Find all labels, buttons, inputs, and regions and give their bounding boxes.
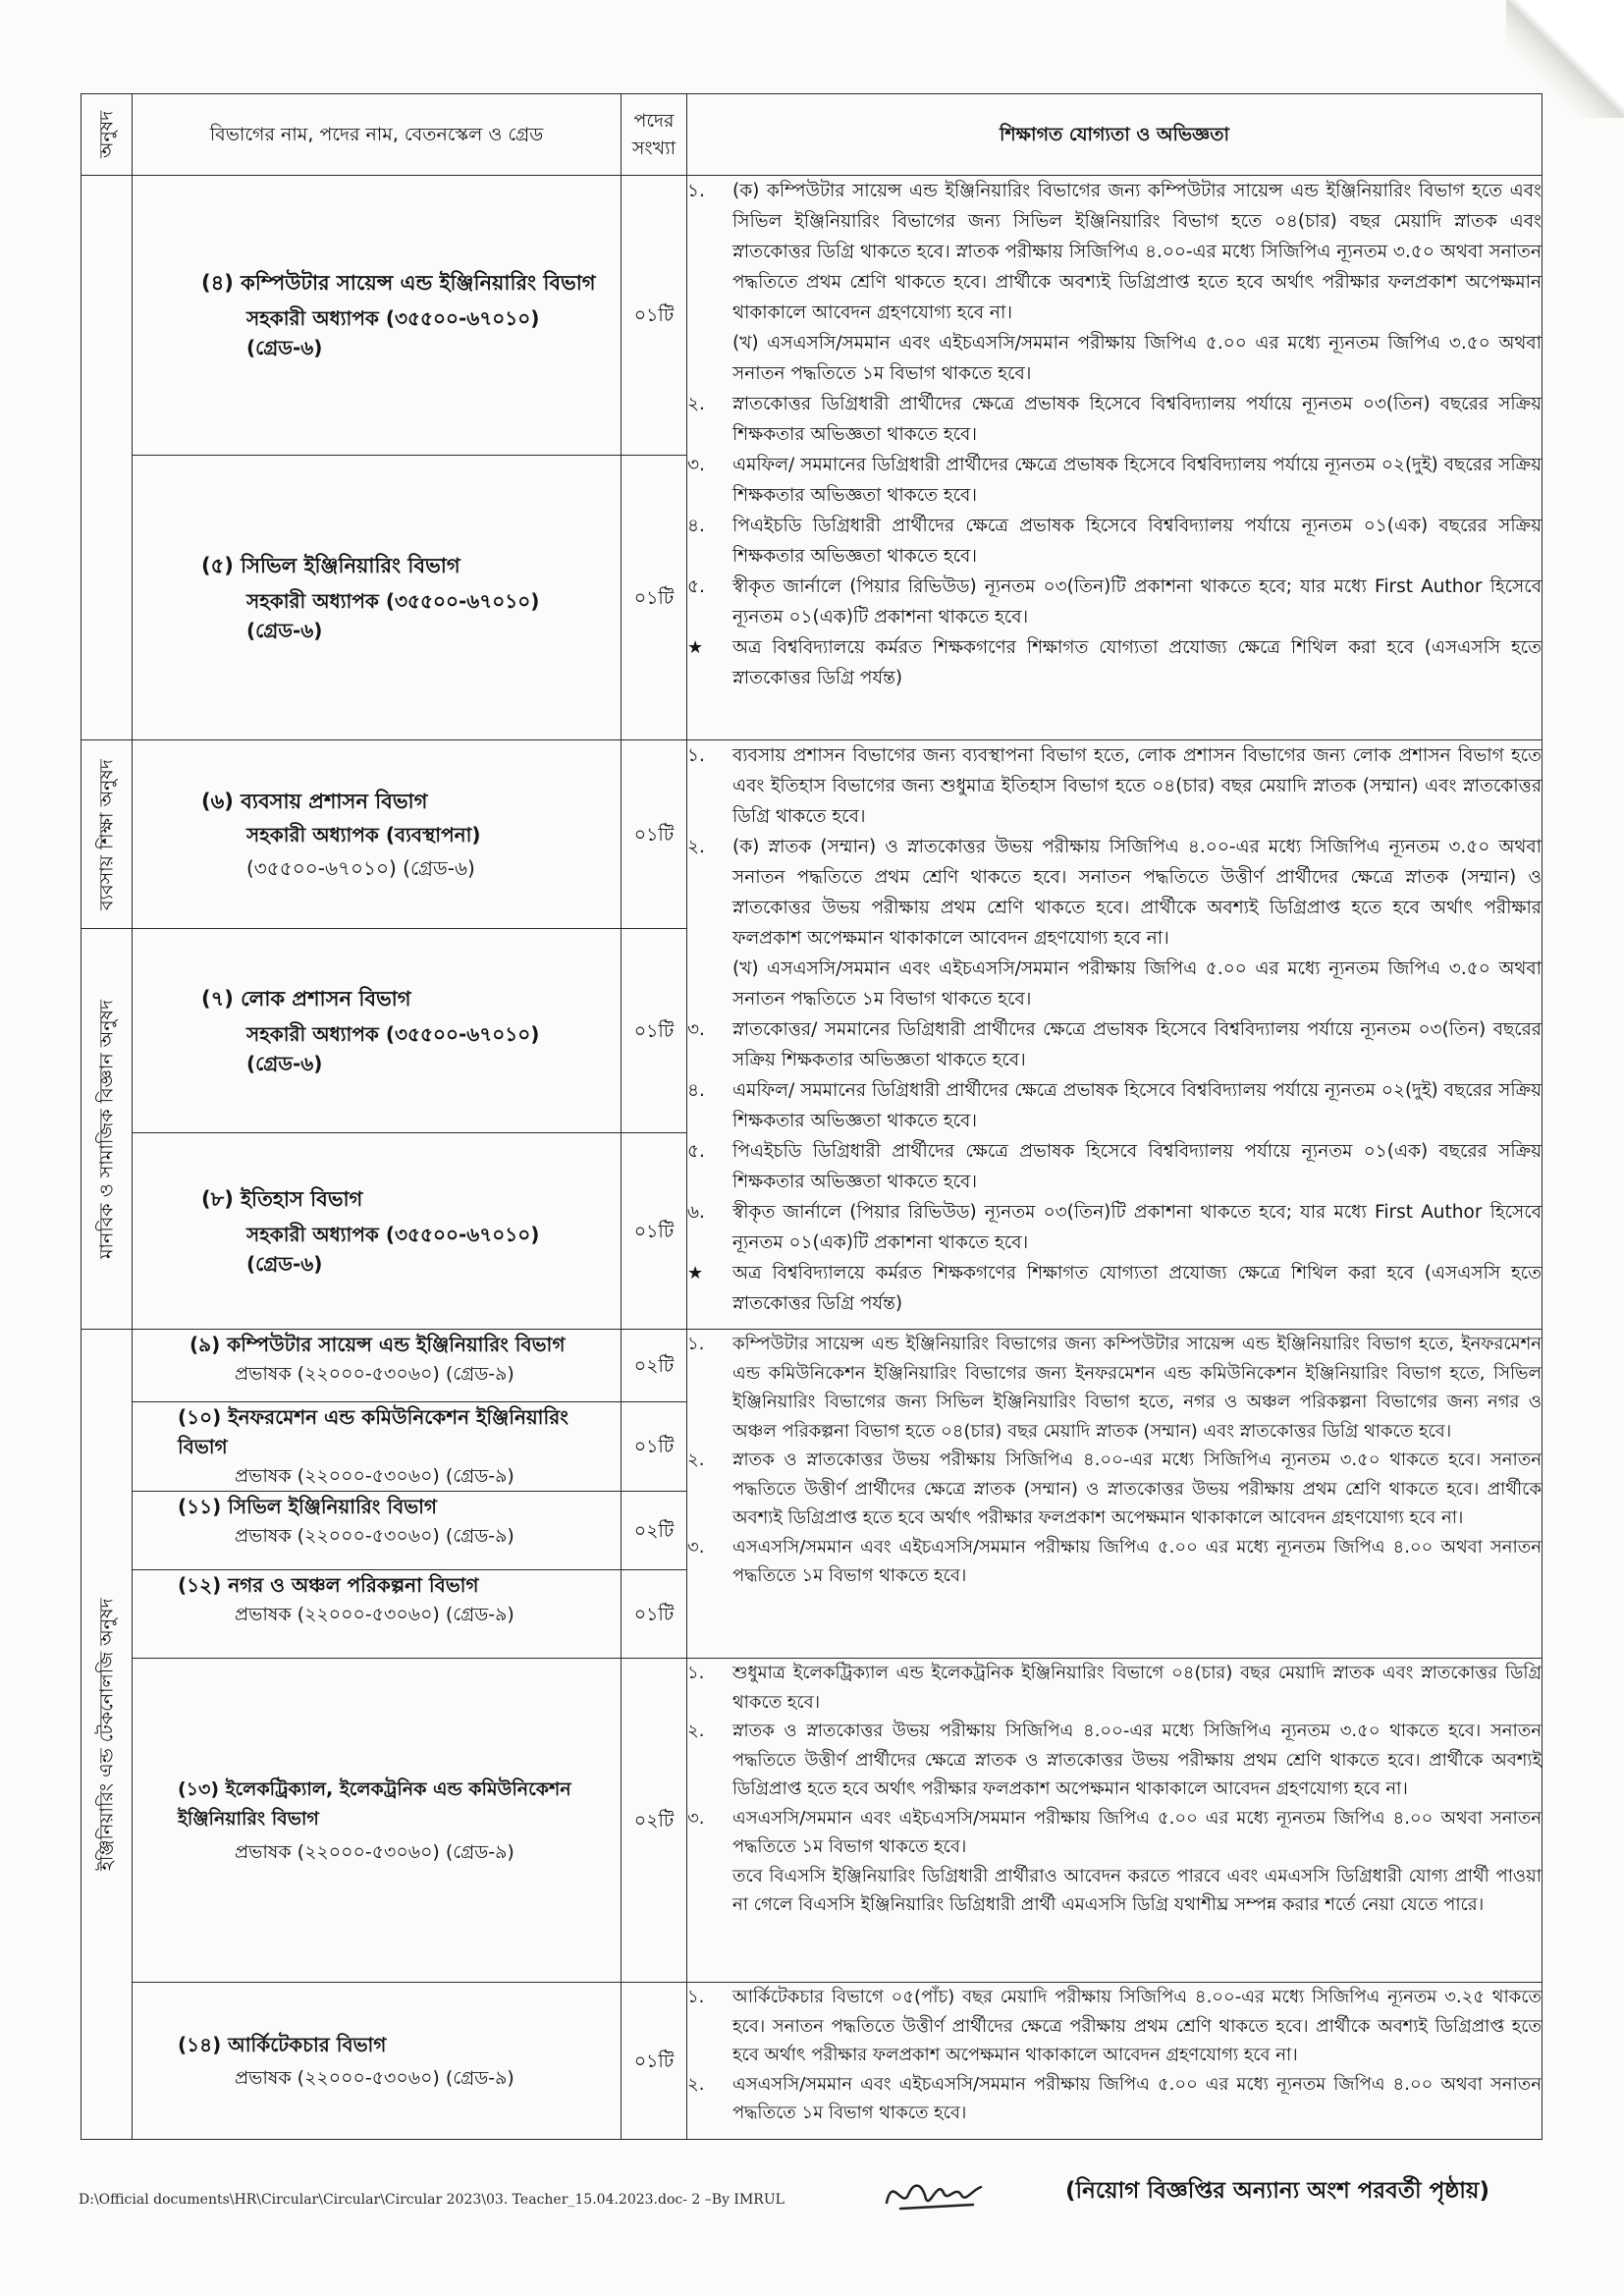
post-cell <box>133 929 622 1133</box>
item-number: ১. <box>687 1663 705 1683</box>
item-number <box>687 328 732 389</box>
qualification-item <box>687 1258 1542 1319</box>
item-text: (খ) এসএসসি/সমমান এবং এইচএসসি/সমমান পরীক্ষায় জিপিএ ৫.০০ এর মধ্যে ন্যূনতম জিপিএ ৩.৫০ অথবা সনাতন পদ্ধতিতে ১ম বিভাগ থাকতে হবে। <box>732 958 1542 1010</box>
item-text: শুধুমাত্র ইলেকট্রিক্যাল এন্ড ইলেকট্রনিক ইঞ্জিনিয়ারিং বিভাগে ০৪(চার) বছর মেয়াদি স্নাতক এবং স্নাতকোত্তর ডিগ্রি থাকতে হবে। <box>732 1663 1542 1713</box>
item-text: পিএইচডি ডিগ্রিধারী প্রার্থীদের ক্ষেত্রে প্রভাষক হিসেবে বিশ্ববিদ্যালয় পর্যায়ে ন্যূনতম ০১(এক) বছরের সক্রিয় শিক্ষকতার অভিজ্ঞতা থাকতে হবে। <box>732 516 1542 567</box>
post-title: (১৪) আর্কিটেকচার বিভাগ <box>178 2032 387 2056</box>
qualification-item <box>687 954 1542 1014</box>
qualification-item <box>687 572 1542 632</box>
post-qty: ০২টি <box>622 1659 687 1983</box>
item-number: ৪. <box>687 516 705 536</box>
post-cell <box>133 1659 622 1983</box>
header-post: বিভাগের নাম, পদের নাম, বেতনস্কেল ও গ্রেড <box>133 94 622 176</box>
post-cell <box>133 740 622 929</box>
item-text: পিএইচডি ডিগ্রিধারী প্রার্থীদের ক্ষেত্রে প্রভাষক হিসেবে বিশ্ববিদ্যালয় পর্যায়ে ন্যূনতম ০১(এক) বছরের সক্রিয় শিক্ষকতার অভিজ্ঞতা থাকতে হবে। <box>732 1141 1542 1192</box>
qualification-item <box>687 1804 1542 1862</box>
item-number: ২. <box>687 394 705 414</box>
post-qty: ০১টি <box>622 176 687 456</box>
qualification-item <box>687 1197 1542 1258</box>
post-cell <box>133 1570 622 1659</box>
post-qty: ০১টি <box>622 1402 687 1492</box>
item-text: স্নাতক ও স্নাতকোত্তর উভয় পরীক্ষায় সিজিপিএ ৪.০০-এর মধ্যে সিজিপিএ ন্যূনতম ৩.৫০ থাকতে হবে। সনাতন পদ্ধতিতে উত্তীর্ণ প্রার্থীদের ক্ষেত্রে স্নাতক ও স্নাতকোত্তর উভয় পরীক্ষায় প্রথম শ্রেণি থাকতে হবে। প্রার্থীকে অবশ্যই ডিগ্রিপ্রাপ্ত হতে হবে অর্থাৎ পরীক্ষার ফলপ্রকাশ অপেক্ষমান থাকাকালে আবেদন গ্রহণযোগ্য হবে না। <box>732 1721 1542 1799</box>
post-salary: প্রভাষক (২২০০০-৫৩০৬০) (গ্রেড-৯) <box>235 1525 514 1547</box>
item-text: স্বীকৃত জার্নালে (পিয়ার রিভিউড) ন্যূনতম ০৩(তিন)টি প্রকাশনা থাকতে হবে; যার মধ্যে First Author হিসেবে ন্যূনতম ০১(এক)টি প্রকাশনা থাকতে হবে। <box>732 1202 1542 1253</box>
qualification-item <box>687 1136 1542 1197</box>
qualification-item <box>687 1330 1542 1446</box>
star-bullet: ★ <box>687 637 704 658</box>
post-salary: প্রভাষক (২২০০০-৫৩০৬০) (গ্রেড-৯) <box>235 2066 514 2089</box>
item-number: ৪. <box>687 1080 705 1101</box>
qualification-item <box>687 511 1542 572</box>
table-row <box>81 1983 1543 2140</box>
item-text: কম্পিউটার সায়েন্স এন্ড ইঞ্জিনিয়ারিং বিভাগের জন্য কম্পিউটার সায়েন্স এন্ড ইঞ্জিনিয়ারিং বিভাগ হতে, ইনফরমেশন এন্ড কমিউনিকেশন ইঞ্জিনিয়ারিং বিভাগের জন্য ইনফরমেশন এন্ড কমিউনিকেশন ইঞ্জিনিয়ারিং বিভাগ হতে, সিভিল ইঞ্জিনিয়ারিং বিভাগের জন্য সিভিল ইঞ্জিনিয়ারিং বিভাগ হতে, নগর ও অঞ্চল পরিকল্পনা বিভাগের জন্য নগর ও অঞ্চল পরিকল্পনা বিভাগ হতে ০৪(চার) বছর মেয়াদি স্নাতক (সম্মান) এবং স্নাতকোত্তর ডিগ্রি থাকতে হবে। <box>732 1334 1542 1442</box>
post-title: (৫) সিভিল ইঞ্জিনিয়ারিং বিভাগ <box>201 553 460 577</box>
qualification-item <box>687 176 1542 328</box>
qualification-item <box>687 328 1542 389</box>
signature-mark <box>879 2165 987 2224</box>
post-qty: ০১টি <box>622 1570 687 1659</box>
faculty-label: মানবিক ও সামাজিক বিজ্ঞান অনুষদ <box>95 999 118 1259</box>
header-qualification: শিক্ষাগত যোগ্যতা ও অভিজ্ঞতা <box>687 94 1543 176</box>
qualification-item <box>687 2070 1542 2128</box>
qualification-cell <box>687 176 1543 740</box>
qualification-item <box>687 1717 1542 1804</box>
item-number: ৩. <box>687 1536 705 1558</box>
item-text: অত্র বিশ্ববিদ্যালয়ে কর্মরত শিক্ষকগণের শিক্ষাগত যোগ্যতা প্রযোজ্য ক্ষেত্রে শিথিল করা হবে (এসএসসি হতে স্নাতকোত্তর ডিগ্রি পর্যন্ত) <box>732 637 1542 688</box>
item-text: এসএসসি/সমমান এবং এইচএসসি/সমমান পরীক্ষায় জিপিএ ৫.০০ এর মধ্যে ন্যূনতম জিপিএ ৪.০০ অথবা সনাতন পদ্ধতিতে ১ম বিভাগ থাকতে হবে। <box>732 1807 1542 1857</box>
item-number: ১. <box>687 1334 705 1354</box>
item-number <box>687 1862 732 1920</box>
faculty-label: ব্যবসায় শিক্ষা অনুষদ <box>95 758 118 910</box>
post-salary: সহকারী অধ্যাপক (৩৫৫০০-৬৭০১০) (গ্রেড-৬) <box>246 1021 540 1075</box>
faculty-cell-empty <box>81 176 133 740</box>
qualification-cell <box>687 1330 1543 1659</box>
item-text: এসএসসি/সমমান এবং এইচএসসি/সমমান পরীক্ষায় জিপিএ ৫.০০ এর মধ্যে ন্যূনতম জিপিএ ৪.০০ অথবা সনাতন পদ্ধতিতে ১ম বিভাগ থাকতে হবে। <box>732 2073 1542 2123</box>
item-number: ২. <box>687 1721 705 1741</box>
item-text: আর্কিটেকচার বিভাগে ০৫(পাঁচ) বছর মেয়াদি পরীক্ষায় সিজিপিএ ৪.০০-এর মধ্যে সিজিপিএ ন্যূনতম ৩.২৫ থাকতে হবে। সনাতন পদ্ধতিতে উত্তীর্ণ প্রার্থীদের ক্ষেত্রে পরীক্ষায় প্রথম শ্রেণি থাকতে হবে। প্রার্থীকে অবশ্যই ডিগ্রিপ্রাপ্ত হতে হবে অর্থাৎ পরীক্ষার ফলপ্রকাশ অপেক্ষমান থাকাকালে আবেদন গ্রহণযোগ্য হবে না। <box>732 1987 1542 2065</box>
post-qty: ০১টি <box>622 1133 687 1330</box>
faculty-cell <box>81 929 133 1330</box>
post-title: (৪) কম্পিউটার সায়েন্স এন্ড ইঞ্জিনিয়ারিং বিভাগ <box>201 271 596 295</box>
star-bullet: ★ <box>687 1263 704 1284</box>
qualification-cell <box>687 740 1543 1330</box>
post-title: (১০) ইনফরমেশন এন্ড কমিউনিকেশন ইঞ্জিনিয়ারিং বিভাগ <box>178 1405 568 1458</box>
item-number: ৩. <box>687 455 705 475</box>
post-qty: ০১টি <box>622 1983 687 2140</box>
post-salary: সহকারী অধ্যাপক (৩৫৫০০-৬৭০১০) (গ্রেড-৬) <box>246 588 540 642</box>
table-row <box>81 176 1543 456</box>
item-text: এমফিল/ সমমানের ডিগ্রিধারী প্রার্থীদের ক্ষেত্রে প্রভাষক হিসেবে বিশ্ববিদ্যালয় পর্যায়ে ন্যূনতম ০২(দুই) বছরের সক্রিয় শিক্ষকতার অভিজ্ঞতা থাকতে হবে। <box>732 455 1542 506</box>
item-number: ১. <box>687 745 705 766</box>
post-cell <box>133 1402 622 1492</box>
item-text: তবে বিএসসি ইঞ্জিনিয়ারিং ডিগ্রিধারী প্রার্থীরাও আবেদন করতে পারবে এবং এমএসসি ডিগ্রিধারী যোগ্য প্রার্থী পাওয়া না গেলে বিএসসি ইঞ্জিনিয়ারিং ডিগ্রিধারী প্রার্থী এমএসসি ডিগ্রি যথাশীঘ্র সম্পন্ন করার শর্তে নেয়া যেতে পারে। <box>732 1865 1542 1915</box>
table-row <box>81 1330 1543 1402</box>
qualification-cell <box>687 1659 1543 1983</box>
item-number: ৩. <box>687 1807 705 1829</box>
qualification-item <box>687 1659 1542 1717</box>
post-title: (৬) ব্যবসায় প্রশাসন বিভাগ <box>201 789 428 813</box>
qualification-item <box>687 1983 1542 2070</box>
item-text: এসএসসি/সমমান এবং এইচএসসি/সমমান পরীক্ষায় জিপিএ ৫.০০ এর মধ্যে ন্যূনতম জিপিএ ৪.০০ অথবা সনাতন পদ্ধতিতে ১ম বিভাগ থাকতে হবে। <box>732 1536 1542 1586</box>
qualification-item <box>687 1446 1542 1533</box>
post-title: (৯) কম্পিউটার সায়েন্স এন্ড ইঞ্জিনিয়ারিং বিভাগ <box>189 1333 566 1356</box>
item-text: স্নাতক ও স্নাতকোত্তর উভয় পরীক্ষায় সিজিপিএ ৪.০০-এর মধ্যে সিজিপিএ ন্যূনতম ৩.৫০ থাকতে হবে। সনাতন পদ্ধতিতে উত্তীর্ণ প্রার্থীদের ক্ষেত্রে স্নাতক (সম্মান) ও স্নাতকোত্তর উভয় পরীক্ষায় প্রথম শ্রেণি থাকতে হবে। প্রার্থীকে অবশ্যই ডিগ্রিপ্রাপ্ত হতে হবে অর্থাৎ পরীক্ষার ফলপ্রকাশ অপেক্ষমান থাকাকালে আবেদন গ্রহণযোগ্য হবে না। <box>732 1449 1542 1528</box>
item-text: ব্যবসায় প্রশাসন বিভাগের জন্য ব্যবস্থাপনা বিভাগ হতে, লোক প্রশাসন বিভাগের জন্য লোক প্রশাসন বিভাগ হতে এবং ইতিহাস বিভাগের জন্য শুধুমাত্র ইতিহাস বিভাগ হতে ০৪(চার) বছর মেয়াদি স্নাতক (সম্মান) এবং স্নাতকোত্তর ডিগ্রি থাকতে হবে। <box>732 745 1542 827</box>
item-number: ৬. <box>687 1202 705 1223</box>
item-text: স্বীকৃত জার্নালে (পিয়ার রিভিউড) ন্যূনতম ০৩(তিন)টি প্রকাশনা থাকতে হবে; যার মধ্যে First Author হিসেবে ন্যূনতম ০১(এক)টি প্রকাশনা থাকতে হবে। <box>732 576 1542 628</box>
header-faculty: অনুষদ <box>81 94 133 176</box>
post-salary: প্রভাষক (২২০০০-৫৩০৬০) (গ্রেড-৯) <box>235 1604 514 1625</box>
item-text: (ক) কম্পিউটার সায়েন্স এন্ড ইঞ্জিনিয়ারিং বিভাগের জন্য কম্পিউটার সায়েন্স এন্ড ইঞ্জিনিয়ারিং বিভাগ হতে এবং সিভিল ইঞ্জিনিয়ারিং বিভাগের জন্য সিভিল ইঞ্জিনিয়ারিং বিভাগ হতে ০৪(চার) বছর মেয়াদি স্নাতক এবং স্নাতকোত্তর ডিগ্রি থাকতে হবে। স্নাতক পরীক্ষায় সিজিপিএ ৪.০০-এর মধ্যে সিজিপিএ ন্যূনতম ৩.৫০ অথবা সনাতন পদ্ধতিতে প্রথম শ্রেণি থাকতে হবে। প্রার্থীকে অবশ্যই ডিগ্রিপ্রাপ্ত হতে হবে অর্থাৎ পরীক্ষার ফলপ্রকাশ অপেক্ষমান থাকাকালে আবেদন গ্রহণযোগ্য হবে না। <box>732 181 1542 323</box>
qualification-item <box>687 1075 1542 1136</box>
post-title: (১৩) ইলেকট্রিক্যাল, ইলেকট্রনিক এন্ড কমিউনিকেশন ইঞ্জিনিয়ারিং বিভাগ <box>178 1777 571 1830</box>
file-path-footer: D:\Official documents\HR\Circular\Circular\Circular 2023\03. Teacher_15.04.2023.doc- 2 –By IMRUL <box>79 2192 785 2208</box>
item-number: ২. <box>687 2073 705 2095</box>
qualification-item <box>687 1014 1542 1075</box>
item-number: ১. <box>687 1987 705 2007</box>
post-cell <box>133 1330 622 1402</box>
faculty-cell <box>81 1330 133 2140</box>
post-title: (৮) ইতিহাস বিভাগ <box>201 1186 363 1211</box>
qualification-cell <box>687 1983 1543 2140</box>
post-salary: প্রভাষক (২২০০০-৫৩০৬০) (গ্রেড-৯) <box>235 1840 514 1863</box>
item-number: ২. <box>687 1449 705 1470</box>
post-cell <box>133 176 622 456</box>
table-row <box>81 1659 1543 1983</box>
post-qty: ০২টি <box>622 1492 687 1570</box>
table-header-row <box>81 94 1543 176</box>
post-qty: ০২টি <box>622 1330 687 1402</box>
table-row <box>81 740 1543 929</box>
item-number: ৩. <box>687 1019 705 1040</box>
post-title: (১২) নগর ও অঞ্চল পরিকল্পনা বিভাগ <box>178 1573 479 1597</box>
qualification-item <box>687 632 1542 693</box>
post-qty: ০১টি <box>622 456 687 740</box>
post-grade: (৩৫৫০০-৬৭০১০) (গ্রেড-৬) <box>246 855 475 880</box>
next-page-note: (নিয়োগ বিজ্ঞপ্তির অন্যান্য অংশ পরবর্তী পৃষ্ঠায়) <box>1065 2178 1489 2204</box>
post-salary: সহকারী অধ্যাপক (৩৫৫০০-৬৭০১০) (গ্রেড-৬) <box>246 306 540 359</box>
post-qty: ০১টি <box>622 740 687 929</box>
item-text: স্নাতকোত্তর ডিগ্রিধারী প্রার্থীদের ক্ষেত্রে প্রভাষক হিসেবে বিশ্ববিদ্যালয় পর্যায়ে ন্যূনতম ০৩(তিন) বছরের সক্রিয় শিক্ষকতার অভিজ্ঞতা থাকতে হবে। <box>732 394 1542 445</box>
post-qty: ০১টি <box>622 929 687 1133</box>
post-salary: সহকারী অধ্যাপক (ব্যবস্থাপনা) <box>246 822 481 847</box>
qualification-item <box>687 740 1542 832</box>
post-title: (৭) লোক প্রশাসন বিভাগ <box>201 986 411 1011</box>
qualification-item <box>687 450 1542 511</box>
post-salary: প্রভাষক (২২০০০-৫৩০৬০) (গ্রেড-৯) <box>235 1465 514 1487</box>
qualification-item <box>687 1862 1542 1920</box>
post-cell <box>133 456 622 740</box>
header-qty: পদের সংখ্যা <box>622 94 687 176</box>
item-number: ২. <box>687 837 705 857</box>
item-text: অত্র বিশ্ববিদ্যালয়ে কর্মরত শিক্ষকগণের শিক্ষাগত যোগ্যতা প্রযোজ্য ক্ষেত্রে শিথিল করা হবে (এসএসসি হতে স্নাতকোত্তর ডিগ্রি পর্যন্ত) <box>732 1263 1542 1314</box>
qualification-item <box>687 1533 1542 1591</box>
item-text: স্নাতকোত্তর/ সমমানের ডিগ্রিধারী প্রার্থীদের ক্ষেত্রে প্রভাষক হিসেবে বিশ্ববিদ্যালয় পর্যায়ে ন্যূনতম ০৩(তিন) বছরের সক্রিয় শিক্ষকতার অভিজ্ঞতা থাকতে হবে। <box>732 1019 1542 1070</box>
item-number: ৫. <box>687 1141 705 1162</box>
item-number <box>687 954 732 1014</box>
item-number: ১. <box>687 181 705 201</box>
post-cell <box>133 1492 622 1570</box>
item-number: ৫. <box>687 576 705 597</box>
post-title: (১১) সিভিল ইঞ্জিনিয়ারিং বিভাগ <box>178 1495 438 1518</box>
qualification-item <box>687 832 1542 954</box>
item-text: (ক) স্নাতক (সম্মান) ও স্নাতকোত্তর উভয় পরীক্ষায় সিজিপিএ ৪.০০-এর মধ্যে সিজিপিএ ন্যূনতম ৩.৫০ অথবা সনাতন পদ্ধতিতে প্রথম শ্রেণি থাকতে হবে। সনাতন পদ্ধতিতে উত্তীর্ণ প্রার্থীদের ক্ষেত্রে স্নাতক (সম্মান) ও স্নাতকোত্তর উভয় পরীক্ষায় প্রথম শ্রেণি থাকতে হবে। প্রার্থীকে অবশ্যই ডিগ্রিপ্রাপ্ত হতে হবে অর্থাৎ পরীক্ষার ফলপ্রকাশ অপেক্ষমান থাকাকালে আবেদন গ্রহণযোগ্য হবে না। <box>732 837 1542 949</box>
post-salary: প্রভাষক (২২০০০-৫৩০৬০) (গ্রেড-৯) <box>235 1363 514 1385</box>
post-salary: সহকারী অধ্যাপক (৩৫৫০০-৬৭০১০) (গ্রেড-৬) <box>246 1222 540 1276</box>
post-cell <box>133 1133 622 1330</box>
qualification-item <box>687 389 1542 450</box>
post-cell <box>133 1983 622 2140</box>
recruitment-table <box>81 93 1543 2140</box>
faculty-cell <box>81 740 133 929</box>
item-text: (খ) এসএসসি/সমমান এবং এইচএসসি/সমমান পরীক্ষায় জিপিএ ৫.০০ এর মধ্যে ন্যূনতম জিপিএ ৩.৫০ অথবা সনাতন পদ্ধতিতে ১ম বিভাগ থাকতে হবে। <box>732 333 1542 384</box>
item-text: এমফিল/ সমমানের ডিগ্রিধারী প্রার্থীদের ক্ষেত্রে প্রভাষক হিসেবে বিশ্ববিদ্যালয় পর্যায়ে ন্যূনতম ০২(দুই) বছরের সক্রিয় শিক্ষকতার অভিজ্ঞতা থাকতে হবে। <box>732 1080 1542 1131</box>
faculty-label: ইঞ্জিনিয়ারিং এন্ড টেকনোলজি অনুষদ <box>95 1598 118 1871</box>
